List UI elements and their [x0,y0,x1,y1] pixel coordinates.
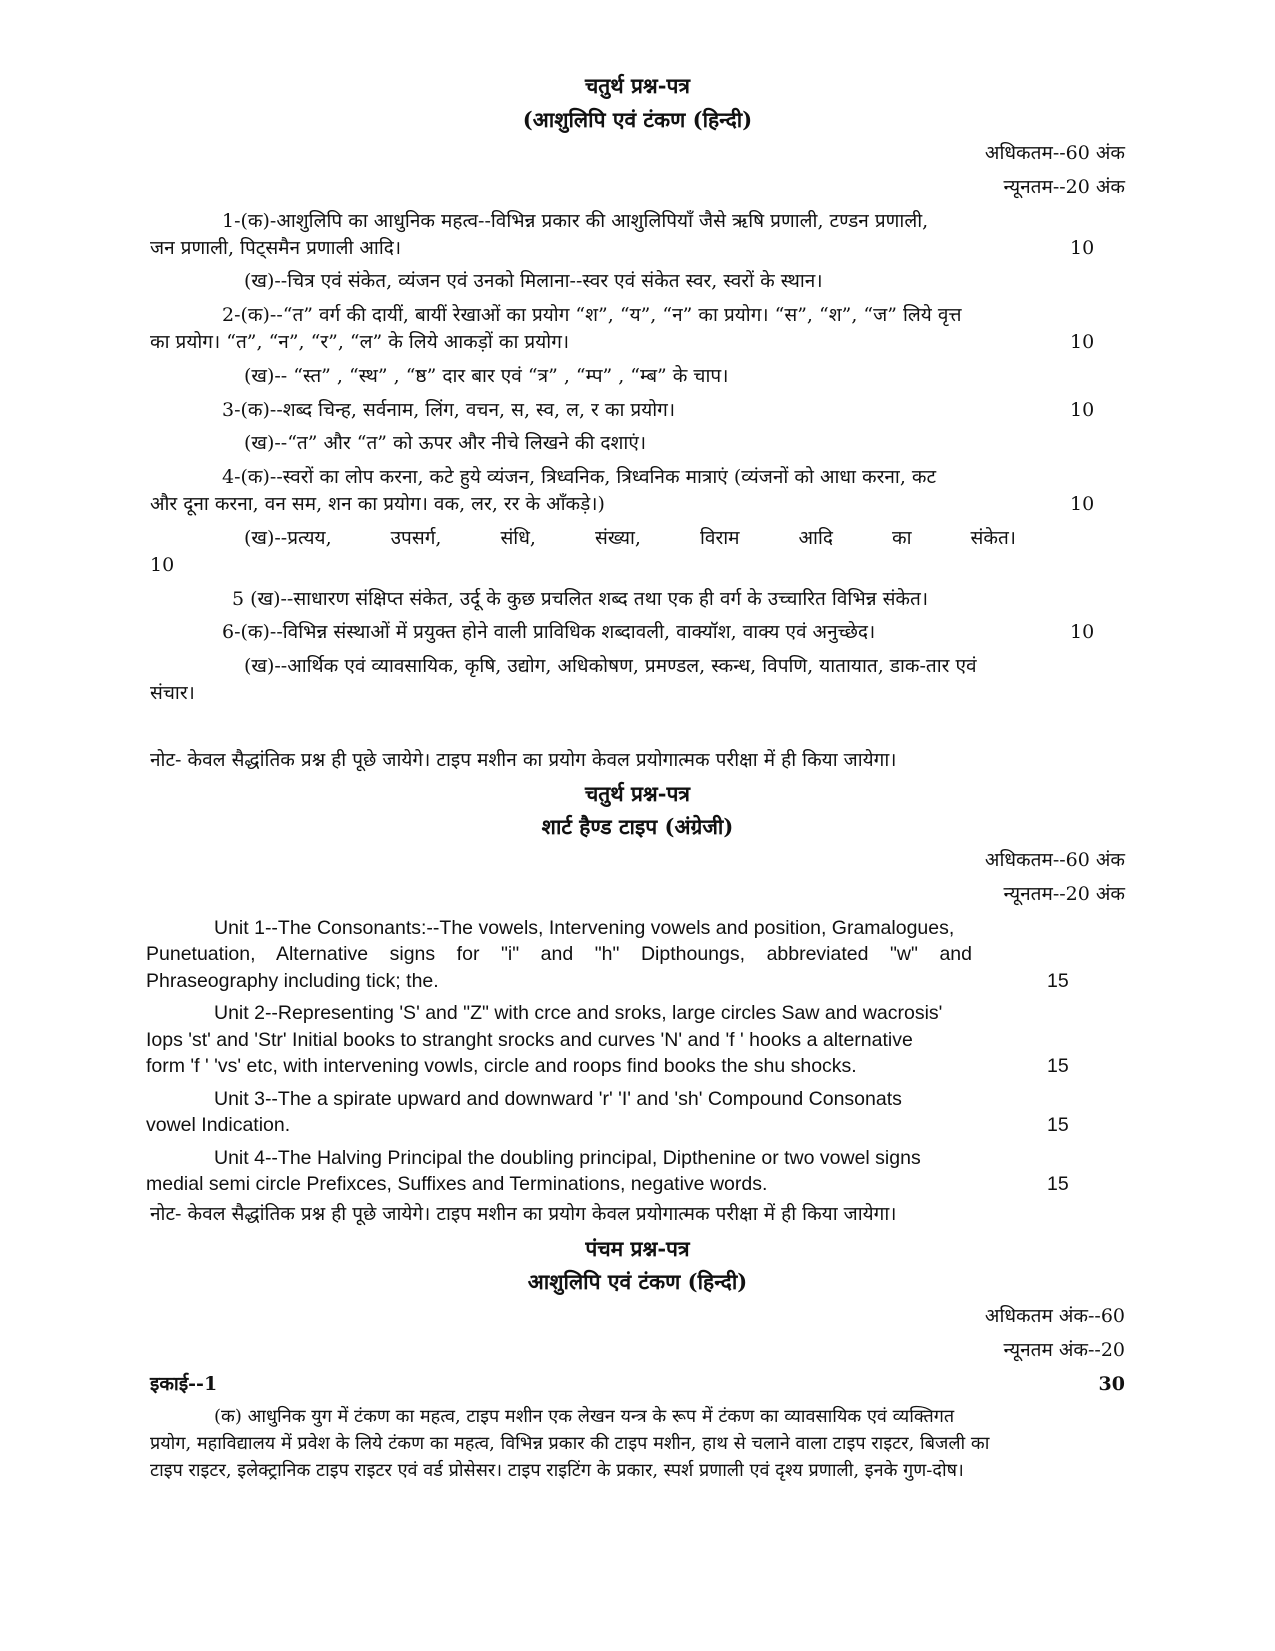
section3-max-marks: अधिकतम अंक--60 [984,1305,1125,1327]
q6b-line1: (ख)--आर्थिक एवं व्यावसायिक, कृषि, उद्योग, अधिकोषण, प्रमण्डल, स्कन्ध, विपणि, यातायात, डाक-तार एवं [244,655,977,677]
paragraph-line2: प्रयोग, महाविद्यालय में प्रवेश के लिये टंकण का महत्व, विभिन्न प्रकार की टाइप मशीन, हाथ से चलाने वाला टाइप राइटर, बिजली का [150,1433,990,1454]
q1b: (ख)--चित्र एवं संकेत, व्यंजन एवं उनको मिलाना--स्वर एवं संकेत स्वर, स्वरों के स्थान। [244,270,823,292]
unit3-marks: 15 [1047,1114,1069,1136]
q1a-line1: 1-(क)-आशुलिपि का आधुनिक महत्व--विभिन्न प्रकार की आशुलिपियाँ जैसे ऋषि प्रणाली, टण्डन प्रणाली, [222,210,929,232]
unit3-line2: vowel Indication. [146,1114,291,1136]
section1-title: चतुर्थ प्रश्न-पत्र [584,73,691,98]
unit1-marks: 15 [1047,970,1069,992]
section1-max-marks: अधिकतम--60 अंक [984,142,1125,164]
section3-title: पंचम प्रश्न-पत्र [585,1236,690,1261]
section2-subtitle: शार्ट हैण्ड टाइप (अंग्रेजी) [541,814,734,839]
q1a-line2: जन प्रणाली, पिट्समैन प्रणाली आदि। [150,237,402,259]
section1-note: नोट- केवल सैद्धांतिक प्रश्न ही पूछे जायेगे। टाइप मशीन का प्रयोग केवल प्रयोगात्मक परीक्षा में ही किया जायेगा। [150,749,897,771]
section2-min-marks: न्यूनतम--20 अंक [1003,883,1125,905]
unit4-line1: Unit 4--The Halving Principal the doubling principal, Dipthenine or two vowel signs [214,1147,921,1169]
q4a-line2: और दूना करना, वन सम, शन का प्रयोग। वक, लर, रर के आँकड़े।) [150,493,605,515]
paragraph-line3: टाइप राइटर, इलेक्ट्रानिक टाइप राइटर एवं वर्ड प्रोसेसर। टाइप राइटिंग के प्रकार, स्पर्श प्रणाली एवं दृश्य प्रणाली, इनके गुण-दोष। [150,1460,964,1481]
q2a-line1: 2-(क)--“त” वर्ग की दायीं, बायीं रेखाओं का प्रयोग “श”, “य”, “न” का प्रयोग। “स”, “श”, “ज” लिये वृत्त [222,304,962,326]
q1-marks: 10 [1070,237,1095,259]
section3-min-marks: न्यूनतम अंक--20 [1003,1339,1125,1361]
unit1-line2: Punetuation, Alternative signs for "i" and "h" Dipthoungs, abbreviated "w" and [146,943,972,965]
unit3-line1: Unit 3--The a spirate upward and downward 'r' 'I' and 'sh' Compound Consonats [214,1088,902,1110]
unit-marks: 30 [1098,1373,1125,1395]
q6-marks: 10 [1070,621,1095,643]
unit4-line2: medial semi circle Prefixces, Suffixes and Terminations, negative words. [146,1173,768,1195]
unit2-line3: form 'f ' 'vs' etc, with intervening vowls, circle and roops find books the shu shocks. [146,1055,857,1077]
q4b-marks: 10 [150,554,175,576]
unit2-line1: Unit 2--Representing 'S' and "Z" with crce and sroks, large circles Saw and wacrosis' [214,1002,943,1024]
section2-note: नोट- केवल सैद्धांतिक प्रश्न ही पूछे जायेगे। टाइप मशीन का प्रयोग केवल प्रयोगात्मक परीक्षा में ही किया जायेगा। [150,1203,897,1225]
q2a-line2: का प्रयोग। “त”, “न”, “र”, “ल” के लिये आकड़ों का प्रयोग। [150,331,570,353]
section2-max-marks: अधिकतम--60 अंक [984,849,1125,871]
q3-marks: 10 [1070,399,1095,421]
q5: 5 (ख)--साधारण संक्षिप्त संकेत, उर्दू के कुछ प्रचलित शब्द तथा एक ही वर्ग के उच्चारित विभिन्न संकेत। [232,588,929,610]
unit2-line2: Iops 'st' and 'Str' Initial books to stranght srocks and curves 'N' and 'f ' hooks a alternative [146,1029,913,1051]
unit2-marks: 15 [1047,1055,1069,1077]
unit1-line3: Phraseography including tick; the. [146,970,439,992]
q2-marks: 10 [1070,331,1095,353]
unit1-line1: Unit 1--The Consonants:--The vowels, Intervening vowels and position, Gramalogues, [214,917,955,939]
paragraph-line1: (क) आधुनिक युग में टंकण का महत्व, टाइप मशीन एक लेखन यन्त्र के रूप में टंकण का व्यावसायिक एवं व्यक्तिगत [214,1406,955,1427]
unit-heading: इकाई--1 [150,1373,218,1395]
q3a: 3-(क)--शब्द चिन्ह, सर्वनाम, लिंग, वचन, स, स्व, ल, र का प्रयोग। [222,399,676,421]
q6b-line2: संचार। [150,682,195,704]
q4b: (ख)--प्रत्यय, उपसर्ग, संधि, संख्या, विराम आदि का संकेत। [244,527,1016,549]
q4a-line1: 4-(क)--स्वरों का लोप करना, कटे हुये व्यंजन, त्रिध्वनिक, त्रिध्वनिक मात्राएं (व्यंजनों को आधा करना, कट [222,466,937,488]
q2b: (ख)-- “स्त” , “स्थ” , “ष्ठ” दार बार एवं “त्र” , “म्प” , “म्ब” के चाप। [244,365,729,387]
q3b: (ख)--“त” और “त” को ऊपर और नीचे लिखने की दशाएं। [244,432,647,454]
unit4-marks: 15 [1047,1173,1069,1195]
section1-min-marks: न्यूनतम--20 अंक [1003,176,1125,198]
section1-subtitle: (आशुलिपि एवं टंकण (हिन्दी) [522,107,753,132]
q6a: 6-(क)--विभिन्न संस्थाओं में प्रयुक्त होने वाली प्राविधिक शब्दावली, वाक्यॉश, वाक्य एवं अनुच्छेद। [222,621,876,643]
q4-marks: 10 [1070,493,1095,515]
section3-subtitle: आशुलिपि एवं टंकण (हिन्दी) [527,1269,748,1294]
section2-title: चतुर्थ प्रश्न-पत्र [584,781,691,806]
